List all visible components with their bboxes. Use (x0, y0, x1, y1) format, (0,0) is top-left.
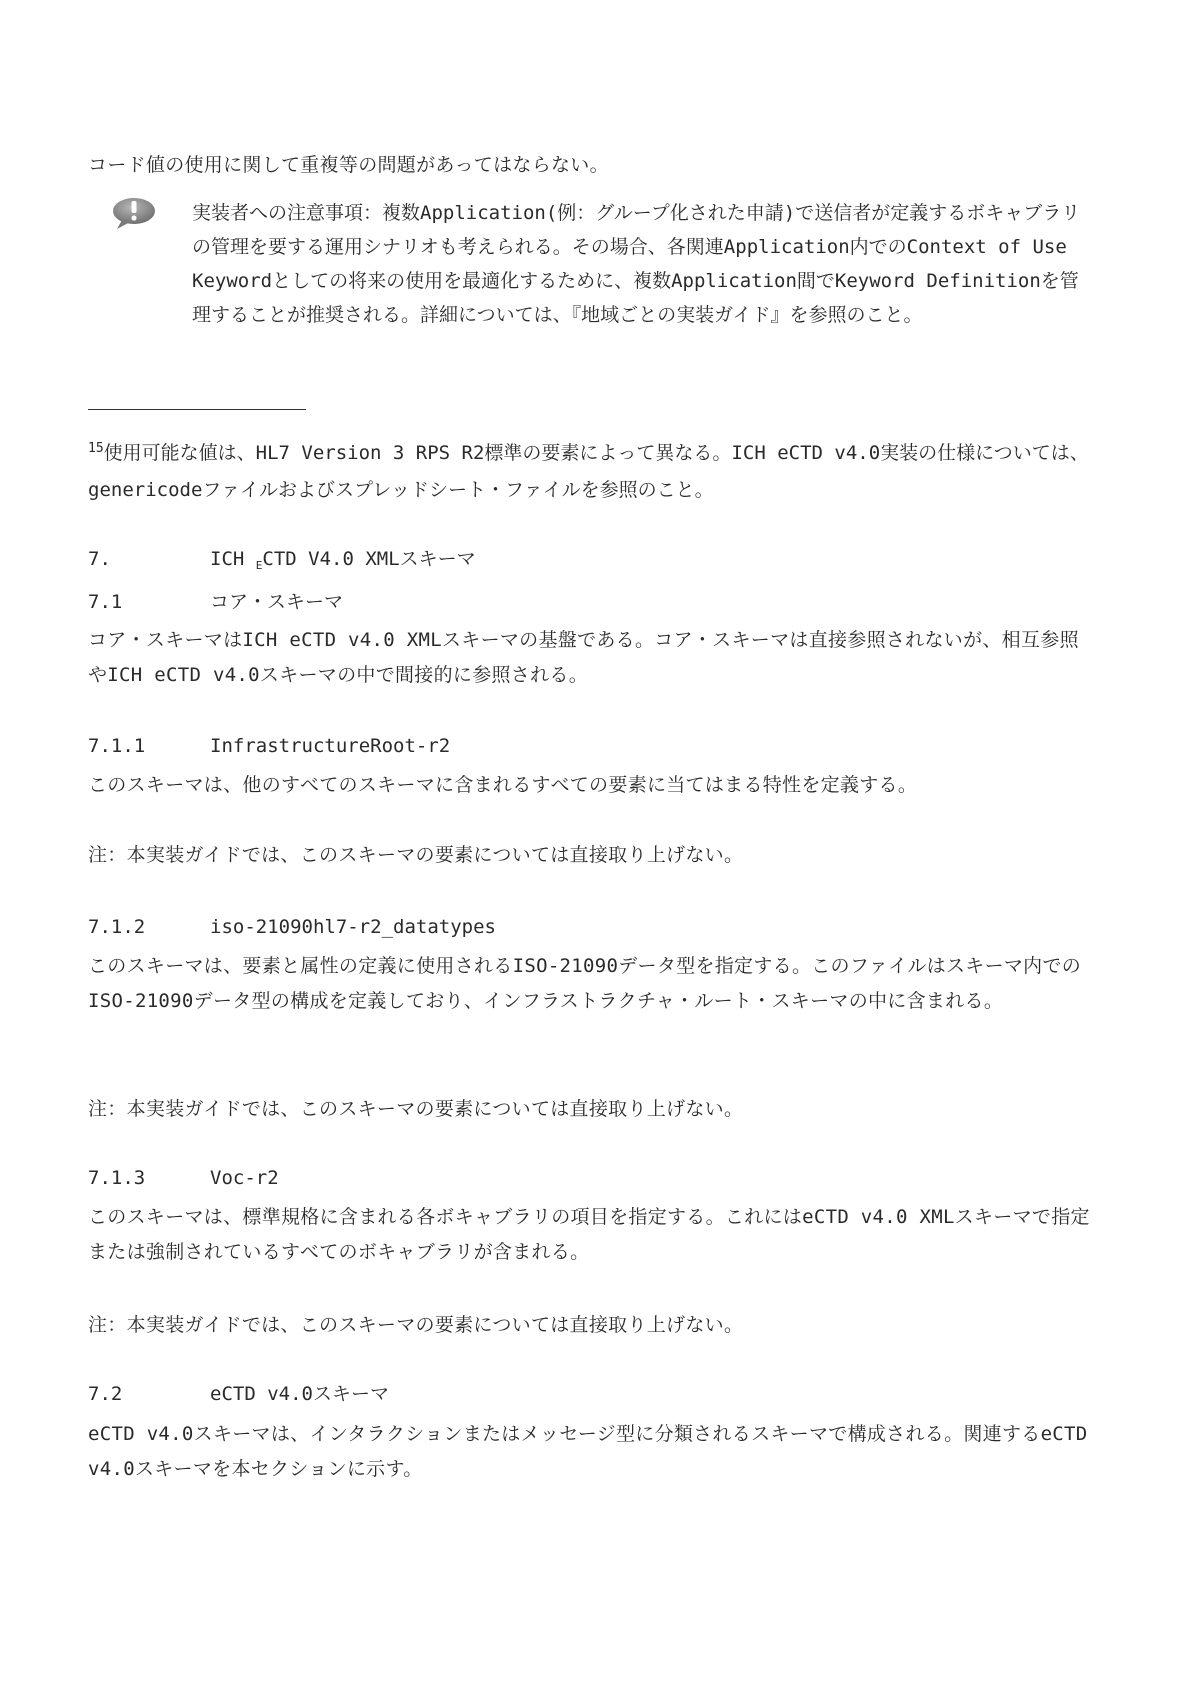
section-body-7-1-3: このスキーマは、標準規格に含まれる各ボキャブラリの項目を指定する。これにはeCTD v4.0 XMLスキーマで指定または強制されているすべてのボキャブラリが含まれる。 (88, 1206, 1090, 1263)
section-number: 7. (88, 548, 111, 570)
exclamation-speech-icon (110, 196, 158, 232)
section-title: InfrastructureRoot-r2 (210, 735, 451, 757)
section-number: 7.2 (88, 1383, 123, 1405)
note-text: 実装者への注意事項：複数Application(例：グループ化された申請)で送信者が定義するボキャブラリの管理を要する運用シナリオも考えられる。その場合、各関連Application内でのContext of Use Keywordとしての将来の使用を最適化するために、複数Application間でKeyword Definitionを管理することが推奨される。詳細については、『地域ごとの実装ガイド』を参照のこと。 (192, 202, 1081, 326)
section-number: 7.1.3 (88, 1167, 146, 1189)
footnote (88, 430, 1098, 509)
section-title: Voc-r2 (210, 1167, 279, 1189)
section-title: eCTD v4.0スキーマ (210, 1383, 389, 1405)
section-heading-7-1 (88, 587, 1088, 617)
footnote-separator (88, 409, 306, 410)
section-title: コア・スキーマ (210, 591, 344, 613)
section-heading-7-1-1 (88, 731, 1088, 761)
intro-paragraph: コード値の使用に関して重複等の問題があってはならない。 (88, 154, 609, 176)
footnote-number: 15 (88, 441, 104, 456)
section-heading-7-1-2 (88, 912, 1088, 942)
section-note-7-1-3: 注：本実装ガイドでは、このスキーマの要素については直接取り上げない。 (88, 1314, 744, 1336)
section-body-7-2: eCTD v4.0スキーマは、インタラクションまたはメッセージ型に分類されるスキーマで構成される。関連するeCTD v4.0スキーマを本セクションに示す。 (88, 1423, 1088, 1480)
section-number: 7.1.1 (88, 735, 146, 757)
section-number: 7.1 (88, 591, 123, 613)
section-heading-7-2 (88, 1379, 1088, 1409)
section-number: 7.1.2 (88, 916, 146, 938)
section-heading-7-1-3 (88, 1163, 1088, 1193)
section-body-7-1-2: このスキーマは、要素と属性の定義に使用されるISO-21090データ型を指定する。このファイルはスキーマ内でのISO-21090データ型の構成を定義しており、インフラストラクチャ・ルート・スキーマの中に含まれる。 (88, 955, 1082, 1012)
footnote-text: 使用可能な値は、HL7 Version 3 RPS R2標準の要素によって異なる。ICH eCTD v4.0実装の仕様については、genericodeファイルおよびスプレッドシート・ファイルを参照のこと。 (88, 442, 1089, 501)
section-title: ICH $_E$CTD V4.0 XMLスキーマ (210, 548, 476, 572)
section-note-7-1-2: 注：本実装ガイドでは、このスキーマの要素については直接取り上げない。 (88, 1098, 744, 1120)
section-body-7-1: コア・スキーマはICH eCTD v4.0 XMLスキーマの基盤である。コア・スキーマは直接参照されないが、相互参照やICH eCTD v4.0スキーマの中で間接的に参照される。 (88, 629, 1079, 686)
section-note-7-1-1: 注：本実装ガイドでは、このスキーマの要素については直接取り上げない。 (88, 844, 744, 866)
section-heading-7 (88, 544, 1088, 574)
section-title: iso-21090hl7-r2_datatypes (210, 916, 496, 938)
section-body-7-1-1: このスキーマは、他のすべてのスキーマに含まれるすべての要素に当てはまる特性を定義する。 (88, 774, 918, 796)
implementer-note (110, 196, 1100, 366)
